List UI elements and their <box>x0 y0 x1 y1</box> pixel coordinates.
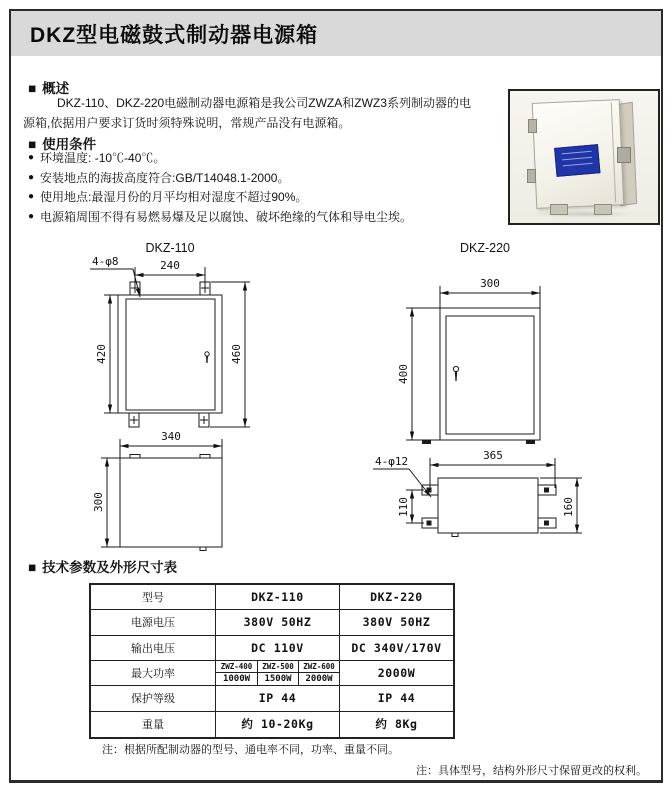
dimension-drawings <box>30 238 650 558</box>
power-model: ZWZ-600 <box>298 661 339 673</box>
row-label: 保护等级 <box>91 686 216 711</box>
dkz220-label: DKZ-220 <box>459 241 511 255</box>
bullet-icon: ● <box>28 152 35 163</box>
dkz110-dim-340: 340 <box>161 430 181 443</box>
photo-shadow <box>530 210 636 218</box>
section-marker-icon: ■ <box>28 81 37 96</box>
rights-note: 注：具体型号，结构外形尺寸保留更改的权利。 <box>416 765 647 777</box>
power-model: ZWZ-500 <box>257 661 298 673</box>
usage-condition-text: 安装地点的海拔高度符合:GB/T14048.1-2000。 <box>40 170 290 185</box>
bullet-icon: ● <box>28 191 35 202</box>
model-dkz110: DKZ-110 <box>216 585 340 610</box>
output-dkz220: DC 340V/170V <box>340 636 453 661</box>
usage-condition-text: 使用地点:最湿月份的月平均相对湿度不超过90%。 <box>40 190 308 204</box>
power-value: 1500W <box>257 673 298 685</box>
product-photo <box>508 89 660 225</box>
row-label: 输出电压 <box>91 636 216 661</box>
dkz220-bottom-view <box>373 449 582 537</box>
enclosure-latch <box>617 147 631 163</box>
power-value: 1000W <box>222 674 251 685</box>
enclosure-foot <box>594 204 612 215</box>
enclosure-door-edge <box>611 102 616 202</box>
output-dkz110: DC 110V <box>216 636 340 661</box>
enclosure-front <box>532 99 625 209</box>
usage-condition-item <box>28 169 498 189</box>
dkz110-front-view <box>90 241 250 427</box>
protection-dkz110: IP 44 <box>216 686 340 711</box>
power-value: 2000W <box>298 673 339 685</box>
spec-table <box>89 583 455 739</box>
overview-heading-text: 概述 <box>42 81 70 96</box>
usage-condition-text: 环境温度: -10℃-40℃。 <box>40 151 166 165</box>
dkz110-label: DKZ-110 <box>145 241 195 255</box>
title-band <box>11 11 661 56</box>
dkz110-dim-420: 420 <box>95 344 108 364</box>
power-model: ZWZ-400 <box>216 661 257 673</box>
weight-dkz110: 约 10-20Kg <box>216 712 340 737</box>
dkz220-dim-400: 400 <box>397 364 410 384</box>
dkz220-hole-note: 4-φ12 <box>375 455 409 468</box>
power-dkz220: 2000W <box>340 661 453 686</box>
enclosure-foot <box>550 204 568 215</box>
row-label: 型号 <box>91 585 216 610</box>
usage-condition-item <box>28 208 498 228</box>
dkz110-dim-300: 300 <box>92 492 105 512</box>
dkz220-dim-300: 300 <box>480 277 500 290</box>
dkz110-hole-note: 4-φ8 <box>92 255 119 268</box>
bullet-icon: ● <box>28 210 35 222</box>
enclosure-blue-label <box>554 144 600 177</box>
keyhole-icon <box>453 366 458 371</box>
dkz110-bottom-view <box>92 430 222 551</box>
page-title: DKZ型电磁鼓式制动器电源箱 <box>30 23 319 47</box>
dkz220-dim-365: 365 <box>483 449 503 462</box>
enclosure-hinge <box>528 119 537 133</box>
section-marker-icon: ■ <box>28 137 37 152</box>
dkz110-dim-240: 240 <box>160 259 180 272</box>
dkz220-dim-110: 110 <box>397 497 410 517</box>
bullet-icon: ● <box>28 171 35 183</box>
voltage-dkz110: 380V 50HZ <box>216 610 340 635</box>
weight-dkz220: 约 8Kg <box>375 717 418 732</box>
protection-dkz220: IP 44 <box>340 686 453 711</box>
row-label: 最大功率 <box>91 661 216 686</box>
power-subtable <box>216 661 340 686</box>
enclosure-hinge <box>527 169 536 183</box>
spec-heading <box>28 556 177 576</box>
usage-condition-item <box>28 188 498 208</box>
table-note: 注：根据所配制动器的型号、通电率不同，功率、重量不同。 <box>102 744 399 756</box>
spec-heading-text: 技术参数及外形尺寸表 <box>42 560 178 575</box>
dkz220-dim-160: 160 <box>562 497 575 517</box>
row-label: 电源电压 <box>91 610 216 635</box>
usage-heading-text: 使用条件 <box>42 137 97 152</box>
dkz220-front-view <box>397 241 540 444</box>
voltage-dkz220: 380V 50HZ <box>340 610 453 635</box>
usage-conditions-list <box>28 149 498 227</box>
model-dkz220: DKZ-220 <box>340 585 453 610</box>
row-label: 重量 <box>91 712 216 737</box>
usage-condition-text: 电源箱周围不得有易燃易爆及足以腐蚀、破坏绝缘的气体和导电尘埃。 <box>40 209 413 224</box>
section-marker-icon: ■ <box>28 560 37 575</box>
overview-paragraph: DKZ-110、DKZ-220电磁制动器电源箱是我公司ZWZA和ZWZ3系列制动器的电源箱,依据用户要求订货时须特殊说明，常规产品没有电源箱。 <box>23 96 471 130</box>
usage-condition-item <box>28 149 498 169</box>
dkz110-dim-460: 460 <box>230 344 243 364</box>
